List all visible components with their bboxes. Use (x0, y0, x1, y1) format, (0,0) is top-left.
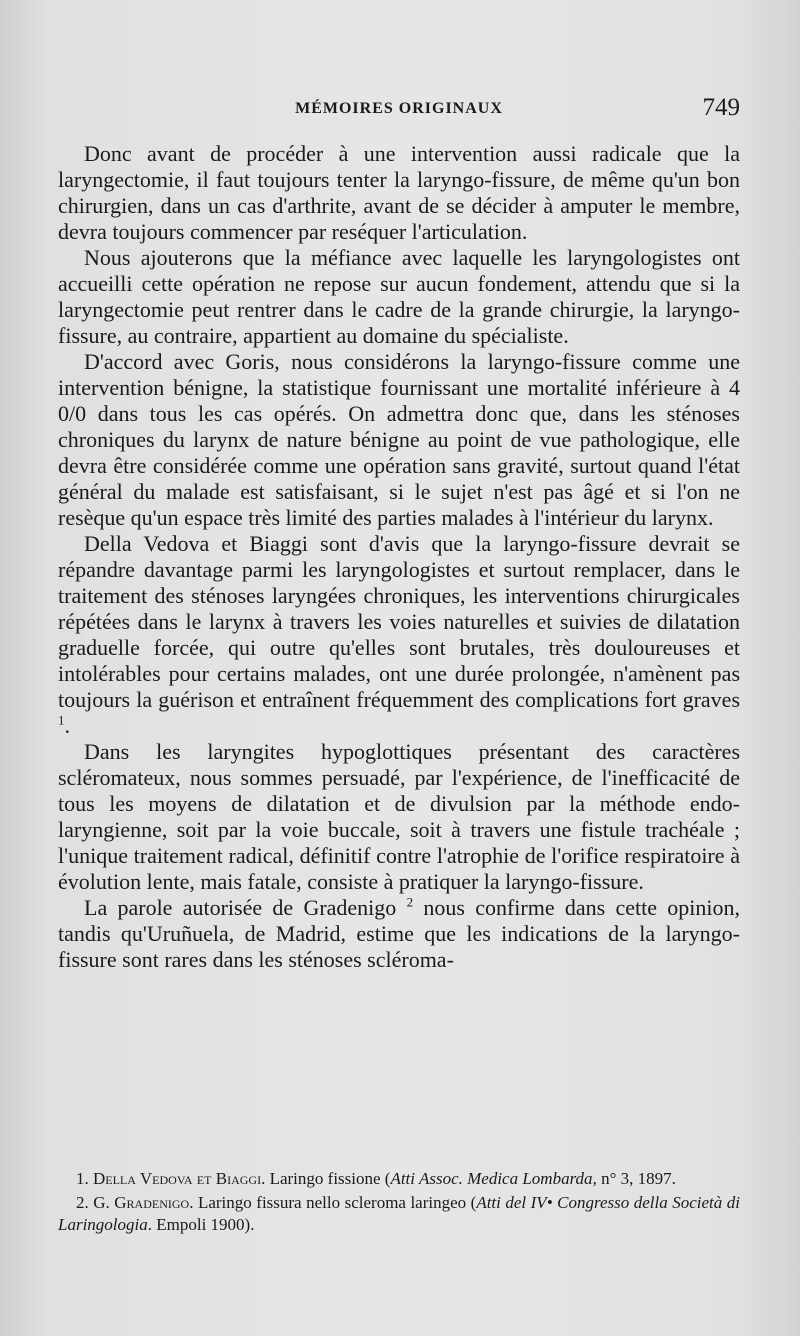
body-text (58, 141, 740, 973)
paragraph-6-start: La parole autorisée de Gradenigo (84, 895, 397, 920)
footnote-1 (58, 1168, 740, 1190)
paragraph-4-end: . (64, 713, 70, 738)
paragraph-6-rest: nous confirme dans cette opinion, tandis qu'Uruñuela, de Madrid, estime que les indications de la laryngo-fissure sont rares dans les sténoses scléroma- (58, 895, 741, 972)
paragraph-5: Dans les laryngites hypoglottiques présentant des caractères scléromateux, nous sommes persuadé, par l'expérience, de l'inefficacité de tous les moyens de dilatation et de divulsion par la méthode endo-laryngienne, soit par la voie buccale, soit à travers une fistule trachéale ; l'unique traitement radical, définitif contre l'atrophie de l'orifice respiratoire à évolution lente, mais fatale, consiste à pratiquer la laryngo-fissure. (58, 739, 740, 894)
footnote-1-journal: Atti Assoc. Medica Lombarda (390, 1169, 593, 1188)
paragraph-6 (58, 895, 740, 973)
paragraph-2: Nous ajouterons que la méfiance avec laquelle les laryngologistes ont accueilli cette opération ne repose sur aucun fondement, attendu que si la laryngectomie peut rentrer dans le cadre de la grande chirurgie, la laryngo-fissure, au contraire, appartient au domaine du spécialiste. (58, 245, 740, 348)
footnote-2 (58, 1192, 740, 1236)
footnote-1-text: Laringo fissione ( (269, 1169, 391, 1188)
running-head: MÉMOIRES ORIGINAUX (295, 100, 503, 117)
footnote-1-authors: Della Vedova et Biaggi. (93, 1169, 266, 1188)
page-number: 749 (702, 94, 740, 121)
footnote-ref-2: 2 (406, 894, 414, 910)
footnote-2-number: 2. (76, 1193, 89, 1212)
footnote-2-authors: G. Gradenigo. (93, 1193, 194, 1212)
footnote-1-number: 1. (76, 1169, 89, 1188)
footnote-2-journal: Atti del IV• Congresso della Società di Laringologia (58, 1193, 740, 1234)
footnote-ref-1: 1 (58, 712, 65, 728)
footnote-1-rest: , n° 3, 1897. (592, 1169, 676, 1188)
paragraph-3: D'accord avec Goris, nous considérons la laryngo-fissure comme une intervention bénigne, la statistique fournissant une mortalité inférieure à 4 0/0 dans tous les cas opérés. On admettra donc que, dans les sténoses chroniques du larynx de nature bénigne au point de vue pathologique, elle devra être considérée comme une opération sans gravité, surtout quand l'état général du malade est satisfaisant, si le sujet n'est pas âgé et si l'on ne resèque qu'un espace très limité des parties malades à l'intérieur du larynx. (58, 349, 740, 530)
paragraph-1: Donc avant de procéder à une intervention aussi radicale que la laryngectomie, il faut toujours tenter la laryngo-fissure, de même qu'un bon chirurgien, dans un cas d'arthrite, avant de se décider à amputer le membre, devra toujours commencer par reséquer l'articulation. (58, 141, 740, 244)
footnotes (58, 1168, 740, 1238)
footnote-2-rest: . Empoli 1900). (147, 1215, 255, 1234)
paragraph-4 (58, 531, 740, 739)
paragraph-4-text: Della Vedova et Biaggi sont d'avis que la laryngo-fissure devrait se répandre davantage parmi les laryngologistes et surtout remplacer, dans le traitement des sténoses laryngées chroniques, les interventions chirurgicales répétées dans le larynx à travers les voies naturelles et suivies de dilatation graduelle forcée, qui outre qu'elles sont brutales, très douloureuses et intolérables pour certains malades, ont une durée prolongée, n'amènent pas toujours la guérison et entraînent fréquemment des complications fort graves (58, 531, 740, 712)
footnote-2-text: Laringo fissura nello scleroma laringeo ( (197, 1193, 477, 1212)
page-header (58, 94, 740, 130)
